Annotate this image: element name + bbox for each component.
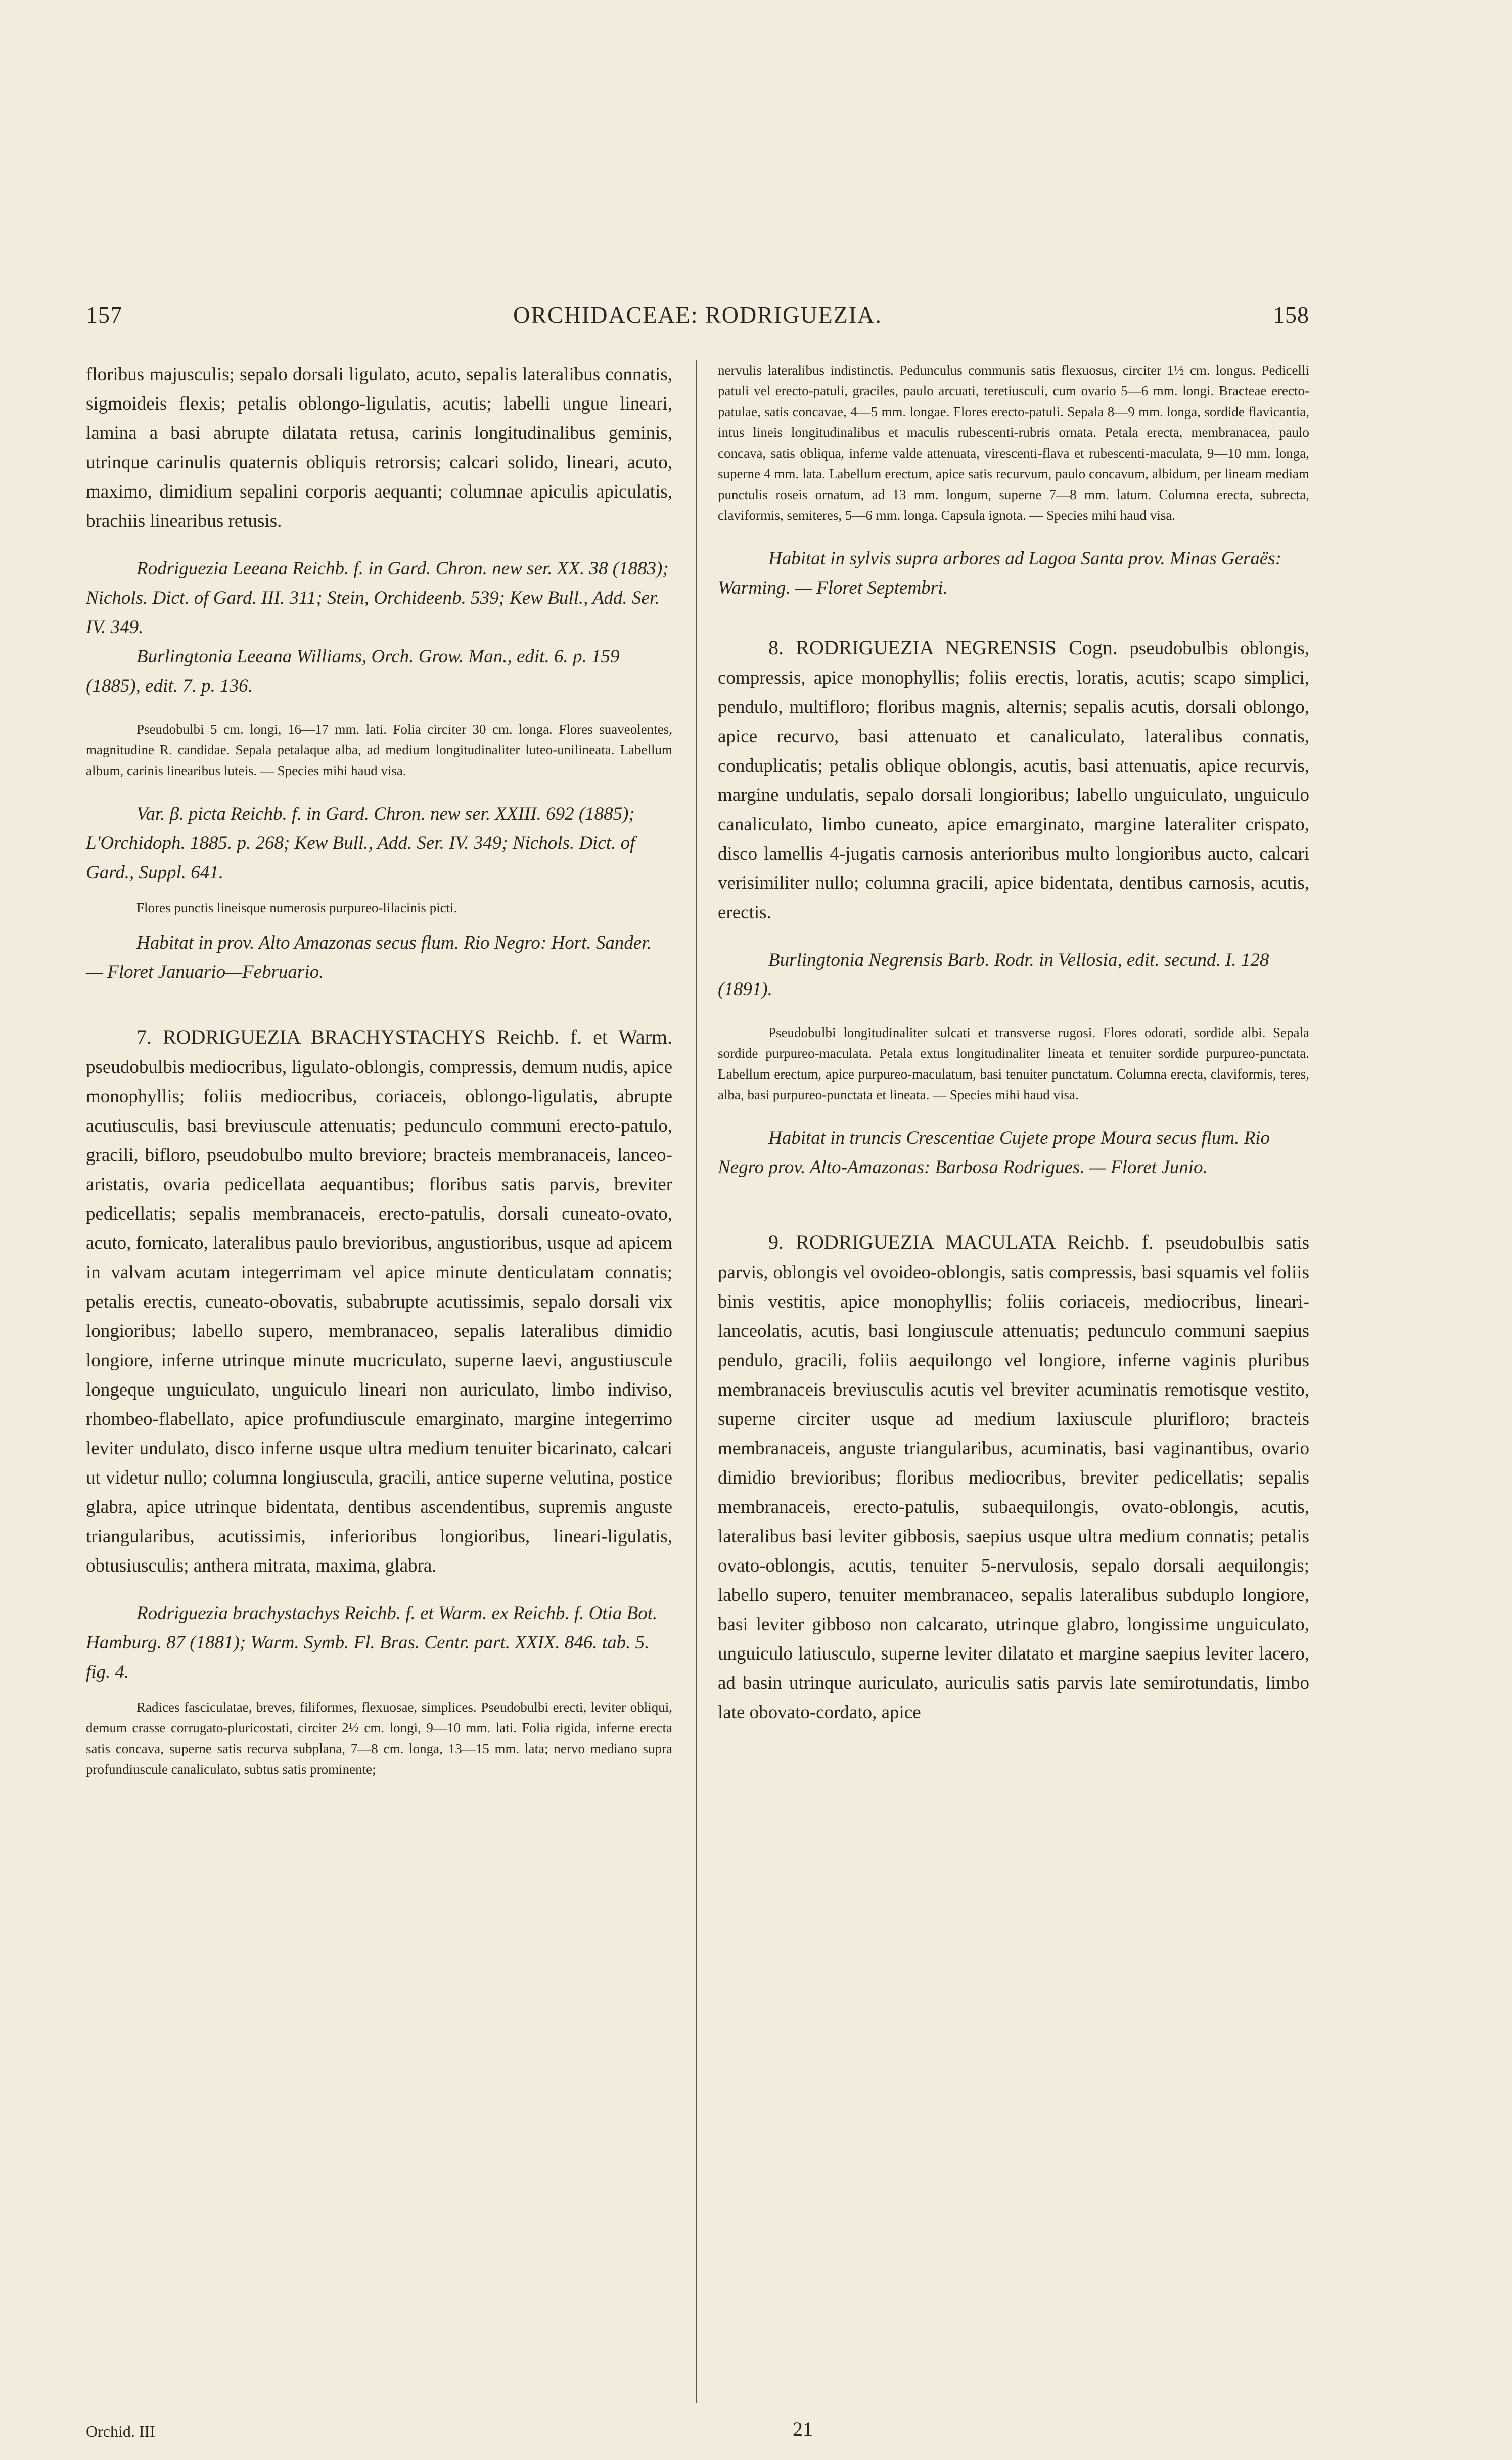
page-number-right: 158 bbox=[1273, 302, 1309, 328]
species-description: pseudobulbis satis parvis, oblongis vel ovoideo-oblongis, satis compressis, basi squamis vel foliis binis vestitis, apice monophyllis; foliis coriaceis, mediocribus, lineari-lanceolatis, acutis, basi longiuscule attenuatis; pedunculo communi saepius pendulo, gracili, foliis aequilongo vel longiore, inferne vaginis pluribus membranaceis breviusculis acutis vel breviter acuminatis remotisque vestito, superne circiter usque ad medium laxiuscule plurifloro; bracteis membranaceis, anguste triangularibus, acuminatis, basi vaginantibus, ovario dimidio brevioribus; floribus mediocribus, breviter pedicellatis; sepalis membranaceis, erecto-patulis, subaequilongis, ovato-oblongis, acutis, lateralibus basi leviter gibbosis, saepius usque ultra medium connatis; petalis ovato-oblongis, acutis, tenuiter 5-nervulosis, sepalo dorsali aequilongis; labello supero, tenuiter membranaceo, sepalis lateralibus subduplo longiore, basi leviter gibboso non calcarato, utrinque glabro, longissime unguiculato, unguiculo latiusculo, superne leviter dilatato et margine saepius leviter lacero, ad basin utrinque auriculato, auriculis satis parvis late semirotundatis, limbo late obovato-cordato, apice bbox=[718, 1233, 1310, 1723]
notes-small: Radices fasciculatae, breves, filiformes, flexuosae, simplices. Pseudobulbi erecti, leviter obliqui, demum crasse corrugato-pluricostati, circiter 2½ cm. longi, 9—10 mm. lati. Folia rigida, inferne erecta satis concava, superne satis recurva subplana, 7—8 cm. longa, 13—15 mm. lata; nervo mediano supra profundiuscule canaliculato, subtus satis prominente; bbox=[86, 1699, 672, 1777]
citation: Burlingtonia Leeana Williams, Orch. Grow. Man., edit. 6. p. 159 (1885), edit. 7. p. 136. bbox=[86, 646, 620, 696]
notes-small: Flores punctis lineisque numerosis purpureo-lilacinis picti. bbox=[136, 900, 457, 915]
species-entry bbox=[718, 1228, 1309, 1727]
citation: Burlingtonia Negrensis Barb. Rodr. in Vellosia, edit. secund. I. 128 (1891). bbox=[718, 950, 1269, 1000]
running-title: ORCHIDACEAE: RODRIGUEZIA. bbox=[513, 302, 882, 328]
habitat: Habitat in sylvis supra arbores ad Lagoa Santa prov. Minas Geraës: Warming. — Floret Septembri. bbox=[718, 548, 1282, 598]
variety-citation: Var. β. picta Reichb. f. in Gard. Chron. new ser. XXIII. 692 (1885); L'Orchidoph. 1885. p. 268; Kew Bull., Add. Ser. IV. 349; Nichols. Dict. of Gard., Suppl. 641. bbox=[86, 803, 635, 883]
species-description: pseudobulbis mediocribus, ligulato-oblongis, compressis, demum nudis, apice monophyllis; foliis mediocribus, coriaceis, oblongo-ligulatis, abrupte acutiusculis, basi breviuscule attenuatis; pedunculo communi erecto-patulo, gracili, bifloro, pseudobulbo multo breviore; bracteis membranaceis, lanceo-aristatis, ovaria pedicellata aequantibus; floribus satis parvis, breviter pedicellatis; sepalis membranaceis, erecto-patulis, dorsali cuneato-ovato, acuto, fornicato, lateralibus paulo brevioribus, angustioribus, usque ad apicem in valvam acutam integerrimam vel apice minute denticulatam connatis; petalis erectis, cuneato-obovatis, subabrupte acutissimis, sepalo dorsali vix longioribus; labello supero, membranaceo, sepalis lateralibus dimidio longiore, inferne utrinque minute mucriculato, superne laevi, angustiuscule longeque unguiculato, unguiculo lineari non auriculato, limbo indiviso, rhombeo-flabellato, apice profundiuscule emarginato, margine integerrimo leviter undulato, disco inferne usque ultra medium tenuiter bicarinato, calcari ut videtur nullo; columna longiuscula, gracili, antice superne velutina, postice glabra, apice utrinque bidentata, dentibus ascendentibus, supremis anguste triangularibus, acutissimis, inferioribus longioribus, lineari-ligulatis, obtusiusculis; anthera mitrata, maxima, glabra. bbox=[86, 1057, 672, 1576]
species-entry bbox=[86, 1022, 672, 1581]
habitat: Habitat in truncis Crescentiae Cujete prope Moura secus flum. Rio Negro prov. Alto-Amazonas: Barbosa Rodrigues. — Floret Junio. bbox=[718, 1128, 1270, 1178]
citation: Rodriguezia Leeana Reichb. f. in Gard. Chron. new ser. XX. 38 (1883); Nichols. Dict. of Gard. III. 311; Stein, Orchideenb. 539; Kew Bull., Add. Ser. IV. 349. bbox=[86, 558, 669, 638]
species-entry bbox=[718, 633, 1309, 927]
signature-mark: Orchid. III bbox=[86, 2422, 155, 2440]
citation: Rodriguezia brachystachys Reichb. f. et Warm. ex Reichb. f. Otia Bot. Hamburg. 87 (1881); Warm. Symb. Fl. Bras. Centr. part. XXIX. 846. tab. 5. fig. 4. bbox=[86, 1603, 658, 1682]
species-description: pseudobulbis oblongis, compressis, apice monophyllis; foliis erectis, loratis, acutis; scapo simplici, pendulo, multifloro; floribus magnis, alternis; sepalis acutis, dorsali oblongo, apice recurvo, basi attenuato et canaliculato, lateralibus connatis, conduplicatis; petalis oblique oblongis, acutis, basi attenuatis, apice recurvis, margine undulatis, sepalo dorsali longioribus; labello unguiculato, unguiculo canaliculato, limbo cuneato, apice emarginato, margine lateraliter crispato, disco lamellis 4-jugatis carnosis anterioribus multo longioribus aucto, calcari verisimiliter nullo; columna gracili, apice bidentata, dentibus carnosis, acutis, erectis. bbox=[718, 638, 1310, 923]
habitat: Habitat in prov. Alto Amazonas secus flum. Rio Negro: Hort. Sander. — Floret Januario—Februario. bbox=[86, 932, 652, 982]
notes-small: Pseudobulbi longitudinaliter sulcati et transverse rugosi. Flores odorati, sordide albi. Sepala sordide purpureo-maculata. Petala extus longitudinaliter lineata et tenuiter sordide purpureo-punctata. Labellum erectum, apice purpureo-maculatum, basi tenuiter punctatum. Columna erecta, claviformis, teres, alba, basi purpureo-punctata et lineata. — Species mihi haud visa. bbox=[718, 1025, 1309, 1102]
description-continued: floribus majusculis; sepalo dorsali ligulato, acuto, sepalis lateralibus connatis, sigmoideis flexis; petalis oblongo-ligulatis, acutis; labelli ungue lineari, lamina a basi abrupte dilatata retusa, carinis longitudinalibus geminis, utrinque carinulis quaternis obliquis retrorsis; calcari solido, lineari, acuto, maximo, dimidium sepalini corporis aequanti; columnae apiculis apiculatis, brachiis linearibus retusis. bbox=[86, 364, 672, 531]
left-column bbox=[86, 360, 672, 1780]
column-divider bbox=[696, 360, 697, 2403]
running-header bbox=[86, 301, 1309, 342]
species-heading: 9. RODRIGUEZIA MACULATA Reichb. f. bbox=[768, 1231, 1154, 1254]
notes-small: Pseudobulbi 5 cm. longi, 16—17 mm. lati. Folia circiter 30 cm. longa. Flores suaveolentes, magnitudine R. candidae. Sepala petalaque alba, ad medium longitudinaliter luteo-unilineata. Labellum album, carinis linearibus luteis. — Species mihi haud visa. bbox=[86, 722, 672, 778]
species-heading: 7. RODRIGUEZIA BRACHYSTACHYS Reichb. f. et Warm. bbox=[136, 1025, 672, 1048]
notes-small: nervulis lateralibus indistinctis. Pedunculus communis satis flexuosus, circiter 1½ cm. longus. Pedicelli patuli vel erecto-patuli, graciles, paulo arcuati, teretiusculi, cum ovario 5—6 mm. longi. Bracteae erecto-patulae, satis concavae, 4—5 mm. longae. Flores erecto-patuli. Sepala 8—9 mm. longa, sordide flavicantia, intus lineis longitudinalibus et maculis rubescenti-rubris ornata. Petala erecta, membranacea, paulo concava, satis obliqua, inferne valde attenuata, virescenti-flava et rubescenti-maculata, 9—10 mm. longa, superne 4 mm. lata. Labellum erectum, apice satis recurvum, paulo concavum, albidum, per lineam mediam punctulis roseis ornatum, ad 13 mm. longum, superne 7—8 mm. latum. Columna erecta, subrecta, claviformis, semiteres, 5—6 mm. longa. Capsula ignota. — Species mihi haud visa. bbox=[718, 363, 1309, 523]
page-number-left: 157 bbox=[86, 302, 122, 328]
right-column bbox=[718, 360, 1309, 1727]
sheet-number: 21 bbox=[793, 2418, 813, 2440]
species-heading: 8. RODRIGUEZIA NEGRENSIS Cogn. bbox=[768, 636, 1118, 659]
